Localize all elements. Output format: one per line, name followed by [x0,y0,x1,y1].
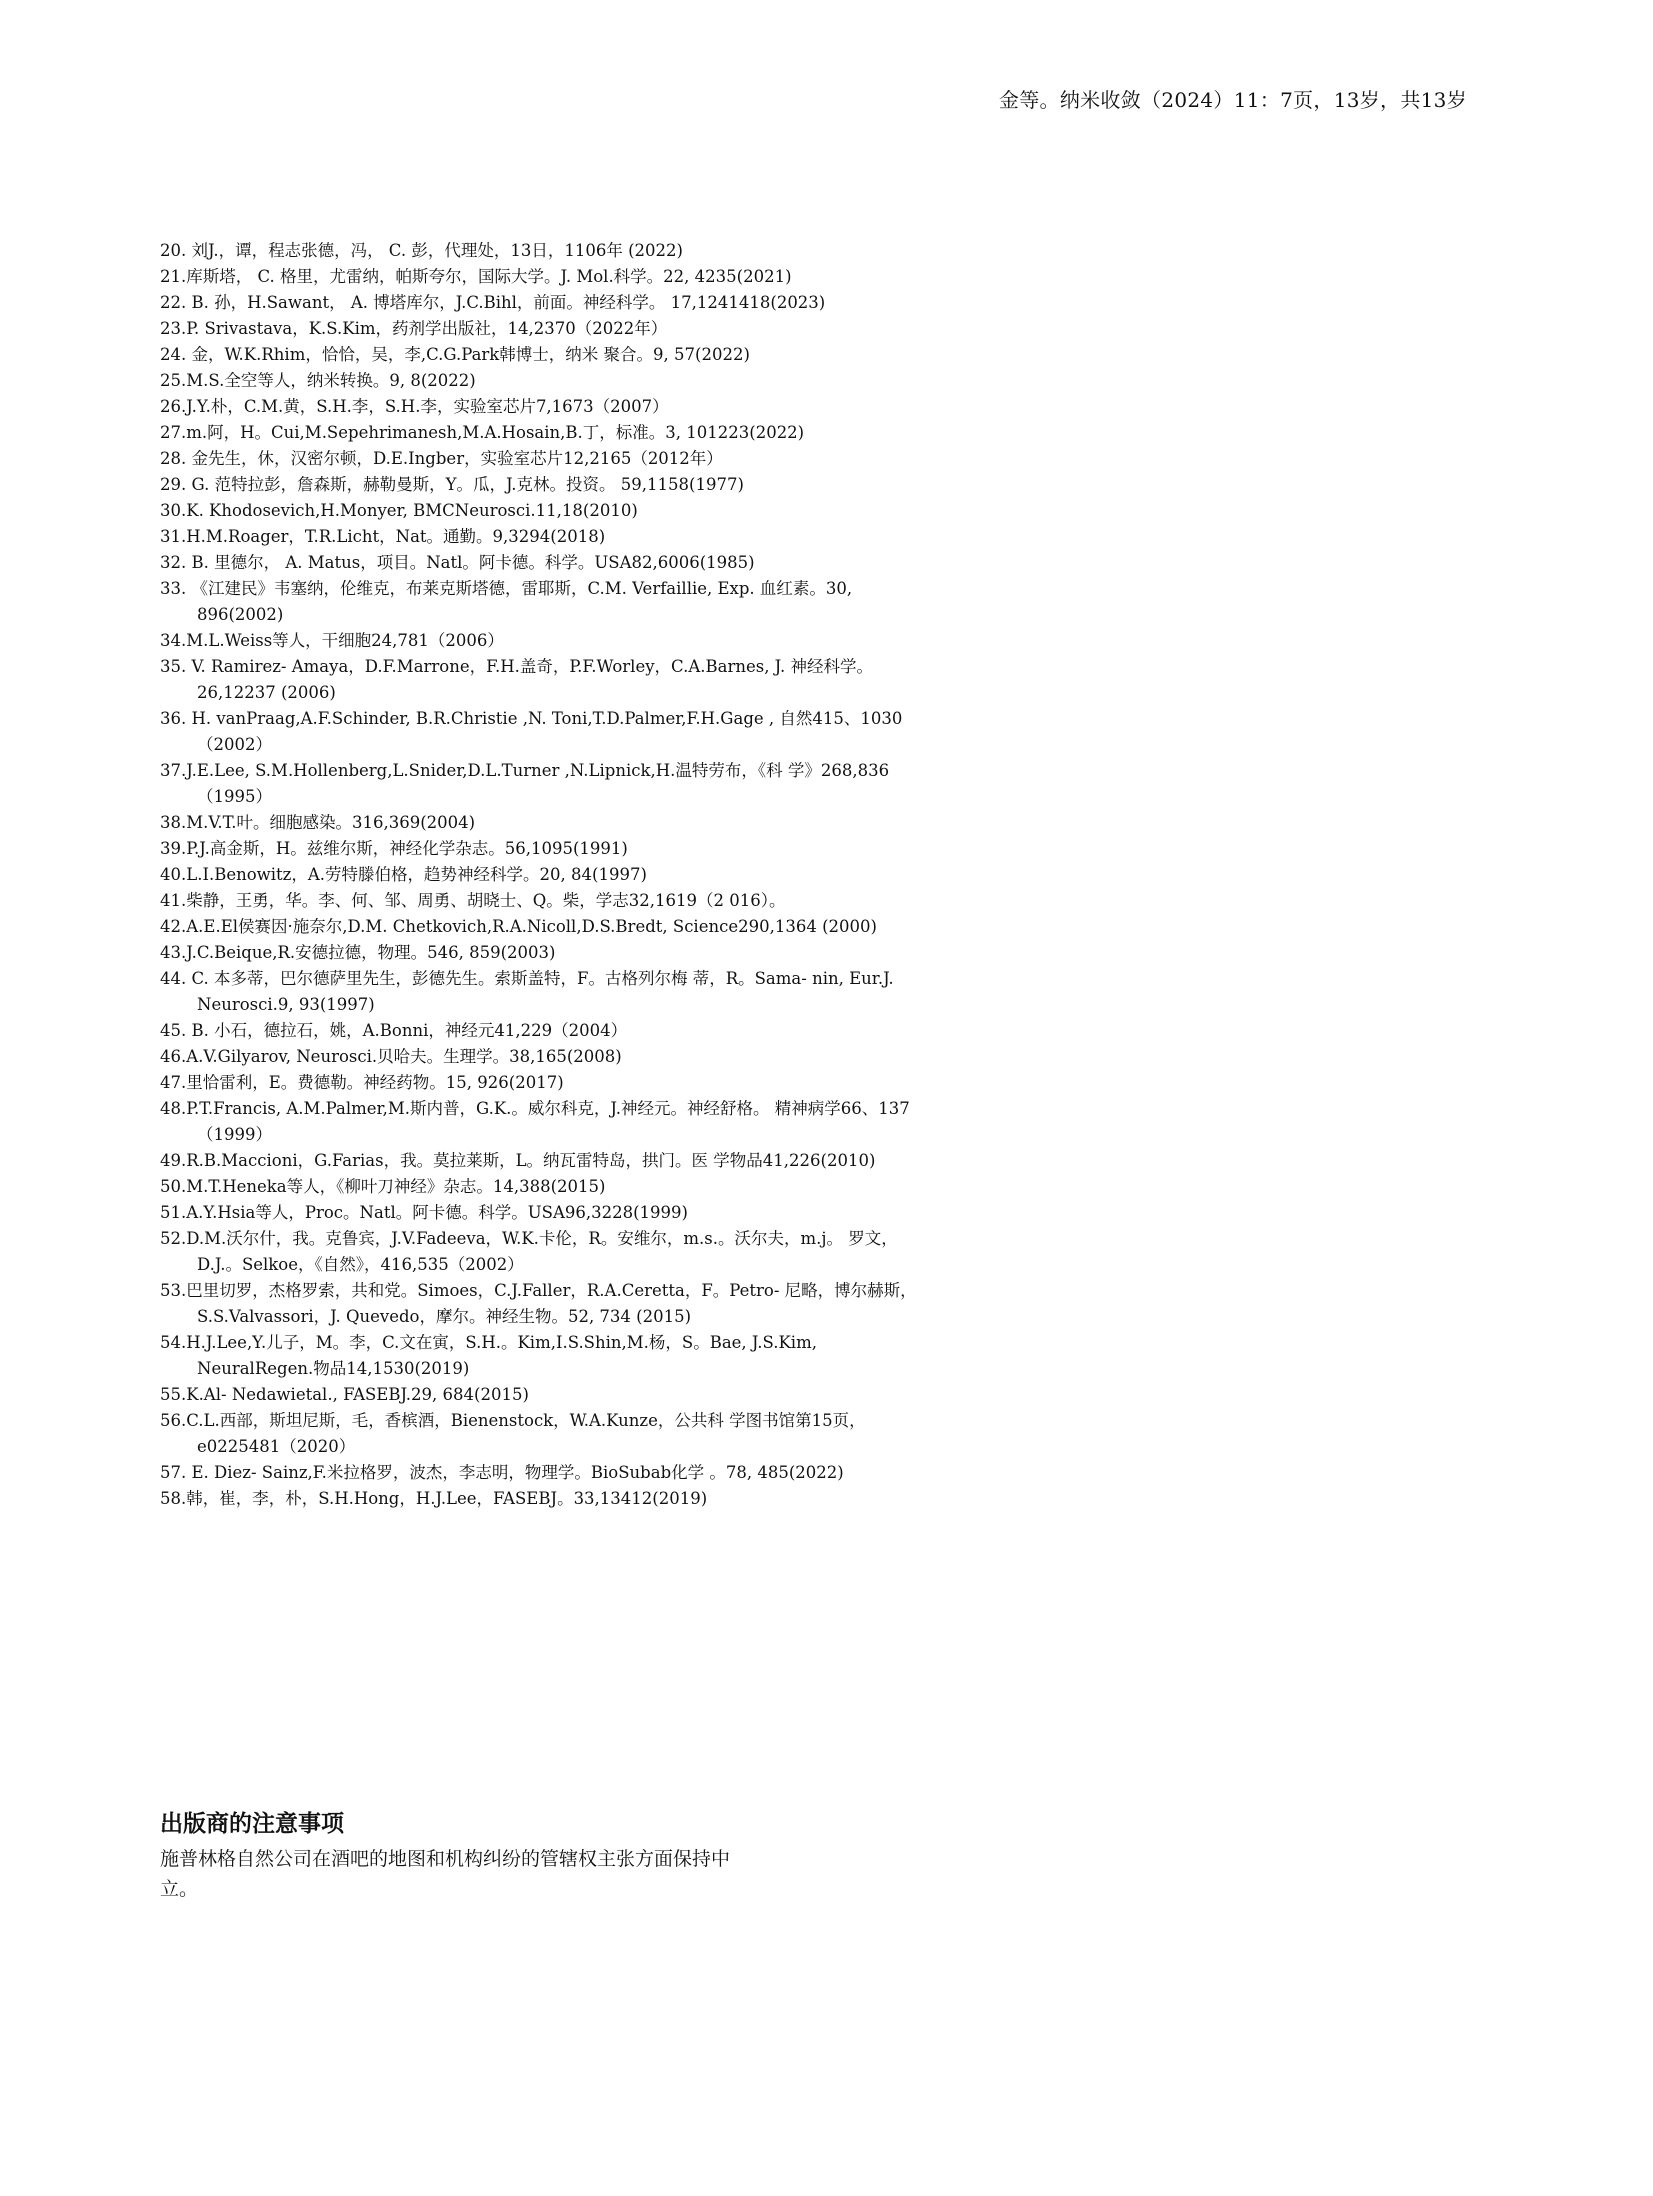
reference-item: 34.M.L.Weiss等人，干细胞24,781（2006） [160,631,504,650]
reference-item: 51.A.Y.Hsia等人，Proc。Natl。阿卡德。科学。USA96,3228(1999) [160,1203,688,1222]
reference-item: 22. B. 孙，H.Sawant， A. 博塔库尔，J.C.Bihl，前面。神经科学。 17,1241418(2023) [160,293,826,312]
reference-item: 38.M.V.T.叶。细胞感染。316,369(2004) [160,813,476,832]
reference-item: 44. C. 本多蒂，巴尔德萨里先生，彭德先生。索斯盖特，F。古格列尔梅 蒂，R。Sama‐ nin, Eur.J. Neurosci.9, 93(1997) [160,969,894,1014]
reference-item: 21.库斯塔， C. 格里，尤雷纳，帕斯夸尔，国际大学。J. Mol.科学。22, 4235(2021) [160,267,792,286]
running-header: 金等。纳米收敛（2024）11：7页，13岁，共13岁 [998,88,1467,112]
publisher-note-title: 出版商的注意事项 [160,1811,344,1837]
reference-item: 35. V. Ramirez‐ Amaya，D.F.Marrone，F.H.盖奇，P.F.Worley，C.A.Barnes, J. 神经科学。26,12237 (2006) [160,657,874,702]
reference-item: 43.J.C.Beique,R.安德拉德，物理。546, 859(2003) [160,943,556,962]
reference-item: 55.K.Al‐ Nedawietal., FASEBJ.29, 684(2015) [160,1385,529,1404]
reference-item: 57. E. Diez‐ Sainz,F.米拉格罗，波杰，李志明，物理学。BioSubab化学 。78, 485(2022) [160,1463,844,1482]
reference-item: 27.m.阿，H。Cui,M.Sepehrimanesh,M.A.Hosain,B.丁，标准。3, 101223(2022) [160,423,805,442]
reference-item: 26.J.Y.朴，C.M.黄，S.H.李，S.H.李，实验室芯片7,1673（2007） [160,397,669,416]
reference-item: 40.L.I.Benowitz，A.劳特滕伯格，趋势神经科学。20, 84(1997) [160,865,647,884]
reference-item: 25.M.S.全空等人，纳米转换。9, 8(2022) [160,371,476,390]
reference-item: 47.里恰雷利，E。费德勒。神经药物。15, 926(2017) [160,1073,564,1092]
reference-item: 39.P.J.高金斯，H。兹维尔斯，神经化学杂志。56,1095(1991) [160,839,628,858]
reference-item: 42.A.E.El侯赛因·施奈尔,D.M. Chetkovich,R.A.Nicoll,D.S.Bredt, Science290,1364 (2000) [160,917,877,936]
publisher-note [160,1808,920,1904]
reference-item: 24. 金，W.K.Rhim，恰恰，吴，李,C.G.Park韩博士，纳米 聚合。9, 57(2022) [160,345,750,364]
reference-item: 46.A.V.Gilyarov, Neurosci.贝哈夫。生理学。38,165(2008) [160,1047,622,1066]
reference-item: 52.D.M.沃尔什，我。克鲁宾，J.V.Fadeeva，W.K.卡伦，R。安维尔，m.s.。沃尔夫，m.j。 罗文，D.J.。Selkoe，《自然》，416,535（2002） [160,1229,898,1274]
reference-item: 58.韩，崔，李，朴，S.H.Hong，H.J.Lee，FASEBJ。33,13412(2019) [160,1489,708,1508]
reference-item: 37.J.E.Lee, S.M.Hollenberg,L.Snider,D.L.Turner ,N.Lipnick,H.温特劳布，《科 学》268,836（1995） [160,761,890,806]
reference-item: 33. 《江建民》韦塞纳，伦维克，布莱克斯塔德，雷耶斯，C.M. Verfaillie, Exp. 血红素。30, 896(2002) [160,579,853,624]
reference-item: 32. B. 里德尔， A. Matus，项目。Natl。阿卡德。科学。USA82,6006(1985) [160,553,755,572]
reference-list [160,238,920,1512]
reference-item: 50.M.T.Heneka等人，《柳叶刀神经》杂志。14,388(2015) [160,1177,606,1196]
reference-item: 45. B. 小石，德拉石，姚，A.Bonni，神经元41,229（2004） [160,1021,628,1040]
reference-item: 31.H.M.Roager，T.R.Licht，Nat。通勤。9,3294(2018) [160,527,606,546]
publisher-note-text: 施普林格自然公司在酒吧的地图和机构纠纷的管辖权主张方面保持中立。 [160,1848,731,1900]
reference-item: 56.C.L.西部，斯坦尼斯，毛，香槟酒，Bienenstock，W.A.Kunze，公共科 学图书馆第15页，e0225481（2020） [160,1411,866,1456]
reference-item: 29. G. 范特拉彭，詹森斯，赫勒曼斯，Y。瓜，J.克林。投资。 59,1158(1977) [160,475,744,494]
reference-item: 54.H.J.Lee,Y.儿子，M。李，C.文在寅，S.H.。Kim,I.S.Shin,M.杨，S。Bae, J.S.Kim, NeuralRegen.物品14,1530(2019) [160,1333,817,1378]
reference-item: 36. H. vanPraag,A.F.Schinder, B.R.Christie ,N. Toni,T.D.Palmer,F.H.Gage , 自然415、1030（2002） [160,709,903,754]
reference-item: 30.K. Khodosevich,H.Monyer, BMCNeurosci.11,18(2010) [160,501,638,520]
reference-item: 28. 金先生，休，汉密尔顿，D.E.Ingber，实验室芯片12,2165（2012年） [160,449,723,468]
reference-item: 53.巴里切罗，杰格罗索，共和党。Simoes，C.J.Faller，R.A.Ceretta，F。Petro‐ 尼略，博尔赫斯，S.S.Valvassori，J. Quevedo，摩尔。神经生物。52, 734 (2015) [160,1281,917,1326]
reference-item: 41.柴静，王勇，华。李、何、邹、周勇、胡晓士、Q。柴，学志32,1619（2 016）。 [160,891,786,910]
reference-item: 49.R.B.Maccioni，G.Farias，我。莫拉莱斯，L。纳瓦雷特岛，拱门。医 学物品41,226(2010) [160,1151,876,1170]
reference-item: 20. 刘J.，谭，程志张德，冯， C. 彭，代理处，13日，1106年 (2022) [160,241,683,260]
reference-item: 48.P.T.Francis, A.M.Palmer,M.斯内普，G.K.。威尔科克，J.神经元。神经舒格。 精神病学66、137（1999） [160,1099,910,1144]
reference-item: 23.P. Srivastava，K.S.Kim，药剂学出版社，14,2370（2022年） [160,319,668,338]
